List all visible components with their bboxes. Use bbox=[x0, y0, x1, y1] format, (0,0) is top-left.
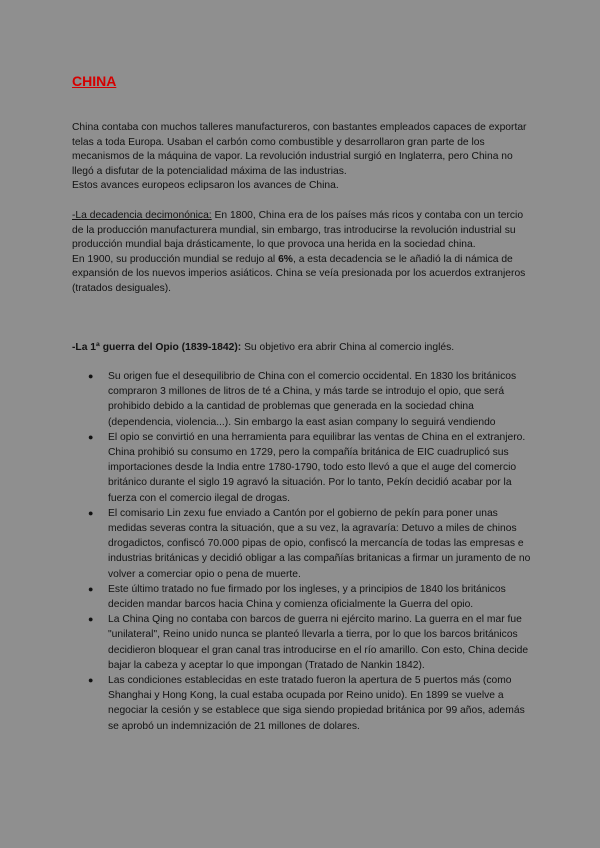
opio-section bbox=[72, 341, 532, 356]
list-item: ● Las condiciones establecidas en este tratado fueron la apertura de 5 puertos más (como Shanghai y Hong Kong, la cual estaba ocupada por Reino unido). En 1899 se vuelve a negociar la cesión y se establece que siga siendo propiedad británica por 99 años, además se aprobó un indemnización de 21 millones de dolares. bbox=[72, 673, 532, 734]
list-item: ● La China Qing no contaba con barcos de guerra ni ejército marino. La guerra en el mar fue "unilateral", Reino unido nunca se planteó llevarla a tierra, por lo que los barcos británicos decidieron bloquear el gran canal tras introducirse en el río amarillo. Con esto, China decide bajar la cabeza y aceptar lo que impongan (Tratado de Nankin 1842). bbox=[72, 612, 532, 673]
intro-section bbox=[72, 121, 532, 194]
decadencia-heading: -La decadencia decimonónica: bbox=[72, 210, 212, 221]
opio-text: Su objetivo era abrir China al comercio inglés. bbox=[241, 342, 455, 353]
bullet-list bbox=[72, 369, 532, 734]
opio-heading: -La 1ª guerra del Opio (1839-1842): bbox=[72, 342, 242, 353]
list-item: ● Su origen fue el desequilibrio de China con el comercio occidental. En 1830 los británicos compraron 3 millones de litros de té a China, y más tarde se introdujo el opio, que será prohibido debido a la cantidad de problemas que generada en la sociedad china (dependencia, violencia...). Sin embargo la east asian company lo seguirá vendiendo bbox=[72, 369, 532, 430]
decadencia-section bbox=[72, 209, 532, 297]
list-item: ● El comisario Lin zexu fue enviado a Cantón por el gobierno de pekín para poner unas medidas severas contra la situación, que a su vez, la agravaría: Detuvo a miles de chinos drogadictos, confiscó 70.000 pipas de opio, confiscó la mercancía de todas las empresas e industrias británicas y decidió obligar a las compañías britanicas a firmar un juramento de no volver a comerciar opio o pena de muerte. bbox=[72, 506, 532, 582]
list-item: ● El opio se convirtió en una herramienta para equilibrar las ventas de China en el extranjero. China prohibió su consumo en 1729, pero la compañía británica de EIC cuadruplicó sus importaciones desde la India entre 1780-1790, todo esto llevó a que el auge del comercio británico durante el siglo 19 agravó la situación. Por lo tanto, Pekín decidió acabar por la fuerza con el comercio ilegal de drogas. bbox=[72, 430, 532, 506]
decadencia-paragraph bbox=[72, 209, 532, 253]
decadencia-text: En 1800, China era de los países más ricos y contaba con un tercio de la producción manufacturera mundial, sin embargo, tras introducirse la revolución industrial su producción mundial baja drásticamente, lo que provoca una herida en la sociedad china. bbox=[72, 210, 524, 251]
page-title: CHINA bbox=[72, 73, 117, 89]
decadencia-paragraph-2 bbox=[72, 253, 532, 297]
list-item: ● Este último tratado no fue firmado por los ingleses, y a principios de 1840 los británicos deciden mandar barcos hacia China y comienza oficialmente la Guerra del opio. bbox=[72, 582, 532, 612]
decadencia-text-2a: En 1900, su producción mundial se redujo al bbox=[72, 253, 279, 265]
intro-paragraph-2: Estos avances europeos eclipsaron los avances de China. bbox=[72, 180, 339, 192]
decadencia-text-2c: , a esta decadencia se le añadió la di námica de expansión de los nuevos imperios asiáticos. China se veía presionada por los acuerdos extranjeros (tratados desiguales). bbox=[72, 253, 526, 294]
opio-paragraph bbox=[72, 341, 532, 356]
decadencia-percent: 6% bbox=[278, 253, 293, 265]
intro-paragraph: China contaba con muchos talleres manufactureros, con bastantes empleados capaces de exportar telas a toda Europa. Usaban el carbón como combustible y desarrollaron gran parte de los mecanismos de la máquina de vapor. La revolución industrial surgió en Inglaterra, pero China no llegó a disfutar de la potencialidad máxima de las industrias. bbox=[72, 122, 527, 177]
